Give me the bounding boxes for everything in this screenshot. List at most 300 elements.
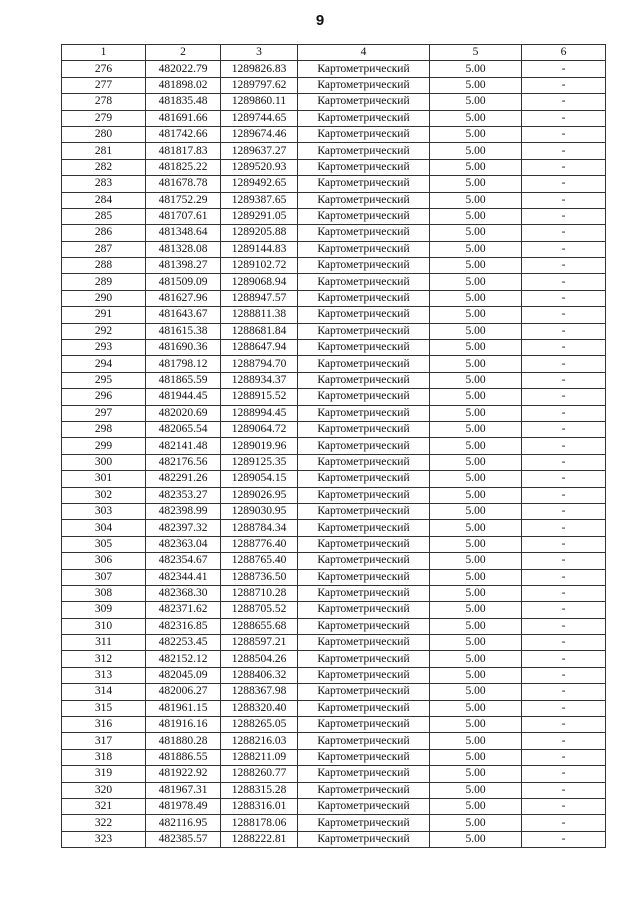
coordinate-y-cell: 1288994.45 — [221, 405, 298, 421]
point-number-cell: 282 — [62, 159, 146, 175]
coordinate-x-cell: 481886.55 — [146, 749, 221, 765]
coordinates-table — [61, 44, 606, 848]
note-cell: - — [522, 372, 606, 388]
method-cell: Картометрический — [298, 192, 430, 208]
coordinate-x-cell: 482020.69 — [146, 405, 221, 421]
point-number-cell: 286 — [62, 225, 146, 241]
point-number-cell: 300 — [62, 454, 146, 470]
accuracy-cell: 5.00 — [430, 143, 522, 159]
coordinate-x-cell: 481880.28 — [146, 733, 221, 749]
table-row — [62, 782, 606, 798]
table-row — [62, 274, 606, 290]
note-cell: - — [522, 585, 606, 601]
point-number-cell: 276 — [62, 61, 146, 77]
point-number-cell: 320 — [62, 782, 146, 798]
coordinate-y-cell: 1289019.96 — [221, 438, 298, 454]
table-body — [62, 61, 606, 848]
note-cell: - — [522, 323, 606, 339]
point-number-cell: 319 — [62, 766, 146, 782]
coordinate-y-cell: 1289520.93 — [221, 159, 298, 175]
method-cell: Картометрический — [298, 569, 430, 585]
coordinate-y-cell: 1288320.40 — [221, 700, 298, 716]
coordinate-x-cell: 481707.61 — [146, 208, 221, 224]
note-cell: - — [522, 717, 606, 733]
accuracy-cell: 5.00 — [430, 389, 522, 405]
note-cell: - — [522, 274, 606, 290]
table-row — [62, 225, 606, 241]
accuracy-cell: 5.00 — [430, 717, 522, 733]
note-cell: - — [522, 405, 606, 421]
coordinate-x-cell: 481817.83 — [146, 143, 221, 159]
method-cell: Картометрический — [298, 372, 430, 388]
accuracy-cell: 5.00 — [430, 307, 522, 323]
coordinate-y-cell: 1289860.11 — [221, 94, 298, 110]
table-row — [62, 487, 606, 503]
coordinate-x-cell: 482353.27 — [146, 487, 221, 503]
point-number-cell: 284 — [62, 192, 146, 208]
table-row — [62, 749, 606, 765]
accuracy-cell: 5.00 — [430, 815, 522, 831]
point-number-cell: 313 — [62, 667, 146, 683]
point-number-cell: 277 — [62, 77, 146, 93]
method-cell: Картометрический — [298, 77, 430, 93]
coordinate-y-cell: 1289125.35 — [221, 454, 298, 470]
accuracy-cell: 5.00 — [430, 438, 522, 454]
accuracy-cell: 5.00 — [430, 110, 522, 126]
note-cell: - — [522, 307, 606, 323]
point-number-cell: 279 — [62, 110, 146, 126]
table-row — [62, 126, 606, 142]
point-number-cell: 301 — [62, 471, 146, 487]
method-cell: Картометрический — [298, 290, 430, 306]
point-number-cell: 293 — [62, 340, 146, 356]
coordinate-x-cell: 481922.92 — [146, 766, 221, 782]
method-cell: Картометрический — [298, 733, 430, 749]
point-number-cell: 278 — [62, 94, 146, 110]
coordinate-x-cell: 482022.79 — [146, 61, 221, 77]
table-row — [62, 356, 606, 372]
table-row — [62, 766, 606, 782]
point-number-cell: 288 — [62, 258, 146, 274]
coordinate-y-cell: 1289144.83 — [221, 241, 298, 257]
note-cell: - — [522, 471, 606, 487]
accuracy-cell: 5.00 — [430, 126, 522, 142]
method-cell: Картометрический — [298, 831, 430, 847]
coordinate-y-cell: 1289054.15 — [221, 471, 298, 487]
table-row — [62, 290, 606, 306]
note-cell: - — [522, 667, 606, 683]
point-number-cell: 298 — [62, 421, 146, 437]
table-row — [62, 143, 606, 159]
coordinate-y-cell: 1289387.65 — [221, 192, 298, 208]
table-row — [62, 667, 606, 683]
coordinate-x-cell: 481690.36 — [146, 340, 221, 356]
point-number-cell: 291 — [62, 307, 146, 323]
point-number-cell: 281 — [62, 143, 146, 159]
coordinate-x-cell: 481328.08 — [146, 241, 221, 257]
method-cell: Картометрический — [298, 208, 430, 224]
point-number-cell: 292 — [62, 323, 146, 339]
point-number-cell: 316 — [62, 717, 146, 733]
table-row — [62, 717, 606, 733]
coordinate-y-cell: 1289026.95 — [221, 487, 298, 503]
coordinate-y-cell: 1288776.40 — [221, 536, 298, 552]
accuracy-cell: 5.00 — [430, 487, 522, 503]
accuracy-cell: 5.00 — [430, 208, 522, 224]
coordinate-x-cell: 481865.59 — [146, 372, 221, 388]
method-cell: Картометрический — [298, 503, 430, 519]
note-cell: - — [522, 503, 606, 519]
coordinate-x-cell: 482253.45 — [146, 635, 221, 651]
coordinate-x-cell: 482344.41 — [146, 569, 221, 585]
page-number: 9 — [315, 12, 325, 29]
coordinate-x-cell: 482363.04 — [146, 536, 221, 552]
coordinate-x-cell: 481615.38 — [146, 323, 221, 339]
point-number-cell: 290 — [62, 290, 146, 306]
accuracy-cell: 5.00 — [430, 569, 522, 585]
method-cell: Картометрический — [298, 438, 430, 454]
note-cell: - — [522, 749, 606, 765]
table-row — [62, 536, 606, 552]
table-row — [62, 831, 606, 847]
method-cell: Картометрический — [298, 585, 430, 601]
method-cell: Картометрический — [298, 225, 430, 241]
note-cell: - — [522, 487, 606, 503]
accuracy-cell: 5.00 — [430, 421, 522, 437]
table-row — [62, 520, 606, 536]
coordinate-y-cell: 1289064.72 — [221, 421, 298, 437]
coordinate-y-cell: 1288504.26 — [221, 651, 298, 667]
coordinate-y-cell: 1289492.65 — [221, 176, 298, 192]
table-row — [62, 323, 606, 339]
coordinate-x-cell: 482045.09 — [146, 667, 221, 683]
coordinate-y-cell: 1289797.62 — [221, 77, 298, 93]
accuracy-cell: 5.00 — [430, 290, 522, 306]
coordinate-x-cell: 481944.45 — [146, 389, 221, 405]
coordinate-y-cell: 1288315.28 — [221, 782, 298, 798]
point-number-cell: 311 — [62, 635, 146, 651]
coordinate-x-cell: 481643.67 — [146, 307, 221, 323]
coordinate-y-cell: 1288597.21 — [221, 635, 298, 651]
table-row — [62, 159, 606, 175]
accuracy-cell: 5.00 — [430, 585, 522, 601]
point-number-cell: 318 — [62, 749, 146, 765]
coordinate-y-cell: 1288765.40 — [221, 553, 298, 569]
point-number-cell: 312 — [62, 651, 146, 667]
accuracy-cell: 5.00 — [430, 94, 522, 110]
coordinate-y-cell: 1288222.81 — [221, 831, 298, 847]
accuracy-cell: 5.00 — [430, 766, 522, 782]
note-cell: - — [522, 569, 606, 585]
accuracy-cell: 5.00 — [430, 553, 522, 569]
method-cell: Картометрический — [298, 520, 430, 536]
method-cell: Картометрический — [298, 798, 430, 814]
table-row — [62, 340, 606, 356]
method-cell: Картометрический — [298, 635, 430, 651]
method-cell: Картометрический — [298, 323, 430, 339]
note-cell: - — [522, 159, 606, 175]
accuracy-cell: 5.00 — [430, 454, 522, 470]
coordinate-y-cell: 1289068.94 — [221, 274, 298, 290]
accuracy-cell: 5.00 — [430, 61, 522, 77]
coordinate-x-cell: 482152.12 — [146, 651, 221, 667]
coordinate-y-cell: 1288260.77 — [221, 766, 298, 782]
coordinate-y-cell: 1288265.05 — [221, 717, 298, 733]
accuracy-cell: 5.00 — [430, 241, 522, 257]
table-row — [62, 94, 606, 110]
accuracy-cell: 5.00 — [430, 700, 522, 716]
coordinate-y-cell: 1289030.95 — [221, 503, 298, 519]
point-number-cell: 322 — [62, 815, 146, 831]
coordinate-x-cell: 482354.67 — [146, 553, 221, 569]
coordinate-y-cell: 1288647.94 — [221, 340, 298, 356]
coordinate-y-cell: 1288915.52 — [221, 389, 298, 405]
method-cell: Картометрический — [298, 651, 430, 667]
coordinate-y-cell: 1288316.01 — [221, 798, 298, 814]
point-number-cell: 287 — [62, 241, 146, 257]
method-cell: Картометрический — [298, 766, 430, 782]
point-number-cell: 310 — [62, 618, 146, 634]
table-row — [62, 471, 606, 487]
point-number-cell: 297 — [62, 405, 146, 421]
accuracy-cell: 5.00 — [430, 602, 522, 618]
coordinate-y-cell: 1288947.57 — [221, 290, 298, 306]
table-row — [62, 77, 606, 93]
table-row — [62, 208, 606, 224]
method-cell: Картометрический — [298, 143, 430, 159]
coordinate-y-cell: 1288216.03 — [221, 733, 298, 749]
table-row — [62, 618, 606, 634]
accuracy-cell: 5.00 — [430, 503, 522, 519]
point-number-cell: 308 — [62, 585, 146, 601]
point-number-cell: 305 — [62, 536, 146, 552]
point-number-cell: 309 — [62, 602, 146, 618]
method-cell: Картометрический — [298, 176, 430, 192]
note-cell: - — [522, 143, 606, 159]
point-number-cell: 321 — [62, 798, 146, 814]
coordinate-y-cell: 1288934.37 — [221, 372, 298, 388]
note-cell: - — [522, 225, 606, 241]
coordinate-x-cell: 481398.27 — [146, 258, 221, 274]
note-cell: - — [522, 94, 606, 110]
method-cell: Картометрический — [298, 536, 430, 552]
note-cell: - — [522, 192, 606, 208]
coordinate-y-cell: 1288655.68 — [221, 618, 298, 634]
accuracy-cell: 5.00 — [430, 520, 522, 536]
coordinate-x-cell: 482176.56 — [146, 454, 221, 470]
note-cell: - — [522, 831, 606, 847]
table-row — [62, 110, 606, 126]
note-cell: - — [522, 520, 606, 536]
coordinate-y-cell: 1288681.84 — [221, 323, 298, 339]
method-cell: Картометрический — [298, 274, 430, 290]
coordinate-x-cell: 482116.95 — [146, 815, 221, 831]
accuracy-cell: 5.00 — [430, 831, 522, 847]
column-header: 6 — [522, 45, 606, 61]
method-cell: Картометрический — [298, 700, 430, 716]
note-cell: - — [522, 77, 606, 93]
accuracy-cell: 5.00 — [430, 176, 522, 192]
note-cell: - — [522, 356, 606, 372]
method-cell: Картометрический — [298, 421, 430, 437]
point-number-cell: 289 — [62, 274, 146, 290]
method-cell: Картометрический — [298, 667, 430, 683]
accuracy-cell: 5.00 — [430, 192, 522, 208]
method-cell: Картометрический — [298, 815, 430, 831]
coordinate-y-cell: 1288710.28 — [221, 585, 298, 601]
accuracy-cell: 5.00 — [430, 536, 522, 552]
coordinate-x-cell: 481825.22 — [146, 159, 221, 175]
method-cell: Картометрический — [298, 782, 430, 798]
table-row — [62, 389, 606, 405]
coordinate-y-cell: 1288705.52 — [221, 602, 298, 618]
coordinate-x-cell: 481967.31 — [146, 782, 221, 798]
coordinate-x-cell: 481978.49 — [146, 798, 221, 814]
method-cell: Картометрический — [298, 405, 430, 421]
table-row — [62, 553, 606, 569]
table-row — [62, 569, 606, 585]
coordinate-x-cell: 481627.96 — [146, 290, 221, 306]
method-cell: Картометрический — [298, 61, 430, 77]
table-row — [62, 405, 606, 421]
accuracy-cell: 5.00 — [430, 618, 522, 634]
method-cell: Картометрический — [298, 241, 430, 257]
note-cell: - — [522, 290, 606, 306]
note-cell: - — [522, 618, 606, 634]
accuracy-cell: 5.00 — [430, 356, 522, 372]
point-number-cell: 304 — [62, 520, 146, 536]
accuracy-cell: 5.00 — [430, 77, 522, 93]
note-cell: - — [522, 815, 606, 831]
note-cell: - — [522, 700, 606, 716]
coordinate-y-cell: 1289826.83 — [221, 61, 298, 77]
coordinate-x-cell: 482141.48 — [146, 438, 221, 454]
coordinate-x-cell: 481961.15 — [146, 700, 221, 716]
coordinate-x-cell: 482065.54 — [146, 421, 221, 437]
method-cell: Картометрический — [298, 356, 430, 372]
table-row — [62, 372, 606, 388]
table-row — [62, 192, 606, 208]
column-header: 5 — [430, 45, 522, 61]
note-cell: - — [522, 553, 606, 569]
coordinate-x-cell: 481798.12 — [146, 356, 221, 372]
accuracy-cell: 5.00 — [430, 323, 522, 339]
note-cell: - — [522, 61, 606, 77]
point-number-cell: 317 — [62, 733, 146, 749]
table-row — [62, 438, 606, 454]
coordinate-x-cell: 481678.78 — [146, 176, 221, 192]
point-number-cell: 314 — [62, 684, 146, 700]
accuracy-cell: 5.00 — [430, 684, 522, 700]
note-cell: - — [522, 258, 606, 274]
coordinate-y-cell: 1288784.34 — [221, 520, 298, 536]
method-cell: Картометрический — [298, 553, 430, 569]
note-cell: - — [522, 798, 606, 814]
accuracy-cell: 5.00 — [430, 159, 522, 175]
coordinate-x-cell: 481348.64 — [146, 225, 221, 241]
table-row — [62, 241, 606, 257]
point-number-cell: 294 — [62, 356, 146, 372]
note-cell: - — [522, 241, 606, 257]
coordinate-x-cell: 482397.32 — [146, 520, 221, 536]
coordinate-y-cell: 1289102.72 — [221, 258, 298, 274]
coordinate-x-cell: 482291.26 — [146, 471, 221, 487]
method-cell: Картометрический — [298, 454, 430, 470]
note-cell: - — [522, 176, 606, 192]
coordinate-y-cell: 1288811.38 — [221, 307, 298, 323]
coordinate-x-cell: 481916.16 — [146, 717, 221, 733]
note-cell: - — [522, 110, 606, 126]
note-cell: - — [522, 536, 606, 552]
coordinate-x-cell: 481509.09 — [146, 274, 221, 290]
point-number-cell: 296 — [62, 389, 146, 405]
accuracy-cell: 5.00 — [430, 667, 522, 683]
note-cell: - — [522, 126, 606, 142]
accuracy-cell: 5.00 — [430, 782, 522, 798]
table-row — [62, 421, 606, 437]
method-cell: Картометрический — [298, 749, 430, 765]
accuracy-cell: 5.00 — [430, 274, 522, 290]
method-cell: Картометрический — [298, 307, 430, 323]
coordinate-y-cell: 1289674.46 — [221, 126, 298, 142]
method-cell: Картометрический — [298, 684, 430, 700]
method-cell: Картометрический — [298, 159, 430, 175]
table-row — [62, 733, 606, 749]
point-number-cell: 280 — [62, 126, 146, 142]
note-cell: - — [522, 782, 606, 798]
coordinate-y-cell: 1289291.05 — [221, 208, 298, 224]
coordinate-x-cell: 482398.99 — [146, 503, 221, 519]
note-cell: - — [522, 421, 606, 437]
header-row — [62, 45, 606, 61]
point-number-cell: 283 — [62, 176, 146, 192]
table-row — [62, 651, 606, 667]
accuracy-cell: 5.00 — [430, 340, 522, 356]
coordinate-x-cell: 481742.66 — [146, 126, 221, 142]
coordinate-y-cell: 1289744.65 — [221, 110, 298, 126]
table-row — [62, 503, 606, 519]
coordinate-x-cell: 482368.30 — [146, 585, 221, 601]
method-cell: Картометрический — [298, 471, 430, 487]
table-row — [62, 176, 606, 192]
note-cell: - — [522, 635, 606, 651]
table-row — [62, 635, 606, 651]
column-header: 1 — [62, 45, 146, 61]
table-row — [62, 61, 606, 77]
accuracy-cell: 5.00 — [430, 798, 522, 814]
table-row — [62, 585, 606, 601]
point-number-cell: 323 — [62, 831, 146, 847]
point-number-cell: 315 — [62, 700, 146, 716]
point-number-cell: 303 — [62, 503, 146, 519]
accuracy-cell: 5.00 — [430, 471, 522, 487]
coordinate-y-cell: 1288367.98 — [221, 684, 298, 700]
column-header: 3 — [221, 45, 298, 61]
method-cell: Картометрический — [298, 258, 430, 274]
accuracy-cell: 5.00 — [430, 635, 522, 651]
coordinate-y-cell: 1289205.88 — [221, 225, 298, 241]
note-cell: - — [522, 684, 606, 700]
method-cell: Картометрический — [298, 110, 430, 126]
column-header: 4 — [298, 45, 430, 61]
coordinate-x-cell: 481835.48 — [146, 94, 221, 110]
note-cell: - — [522, 766, 606, 782]
coordinate-x-cell: 481691.66 — [146, 110, 221, 126]
note-cell: - — [522, 733, 606, 749]
method-cell: Картометрический — [298, 602, 430, 618]
table-row — [62, 684, 606, 700]
method-cell: Картометрический — [298, 126, 430, 142]
